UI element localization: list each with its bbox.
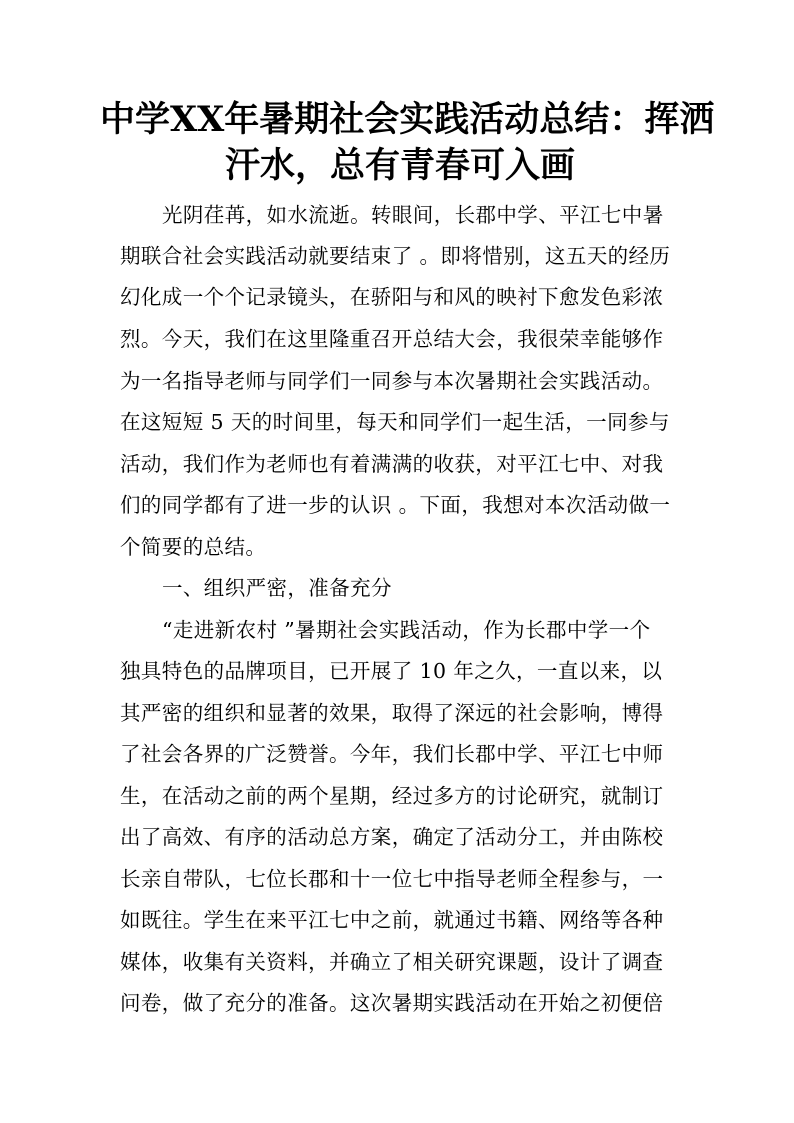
paragraph2-line-6: 出了高效、有序的活动总方案，确定了活动分工，并由陈校 (120, 825, 664, 849)
document-title-line-1: 中学XX年暑期社会实践活动总结：挥洒 (100, 99, 715, 140)
document-title-line-2: 汗水，总有青春可入画 (224, 145, 575, 186)
paragraph2-line-8: 如既往。学生在来平江七中之前，就通过书籍、网络等各种 (120, 908, 664, 932)
paragraph1-line-8: 们的同学都有了进一步的认识 。下面，我想对本次活动做一 (120, 493, 671, 517)
paragraph2-line-9: 媒体，收集有关资料，并确立了相关研究课题，设计了调查 (120, 950, 664, 974)
paragraph2-line-4: 了社会各界的广泛赞誉。今年，我们长郡中学、平江七中师 (120, 742, 664, 766)
paragraph2-line-5: 生，在活动之前的两个星期，经过多方的讨论研究，就制订 (120, 784, 664, 808)
paragraph1-line-6: 在这短短 5 天的时间里，每天和同学们一起生活，一同参与 (120, 410, 670, 434)
paragraph2-line-7: 长亲自带队，七位长郡和十一位七中指导老师全程参与，一 (120, 867, 664, 891)
paragraph1-line-1: 光阴荏苒，如水流逝。转眼间，长郡中学、平江七中暑 (162, 203, 664, 227)
section1-heading: 一、组织严密，准备充分 (162, 576, 392, 600)
paragraph1-line-4: 烈。今天，我们在这里隆重召开总结大会，我很荣幸能够作 (120, 327, 664, 351)
paragraph1-line-7: 活动，我们作为老师也有着满满的收获，对平江七中、对我 (120, 452, 664, 476)
paragraph2-line-1: “走进新农村 ”暑期社会实践活动，作为长郡中学一个 (162, 618, 651, 642)
paragraph2-line-2: 独具特色的品牌项目，已开展了 10 年之久，一直以来，以 (120, 659, 663, 683)
paragraph1-line-9: 个简要的总结。 (120, 535, 267, 559)
paragraph1-line-2: 期联合社会实践活动就要结束了 。即将惜别，这五天的经历 (120, 244, 671, 268)
paragraph2-line-10: 问卷，做了充分的准备。这次暑期实践活动在开始之初便倍 (120, 991, 664, 1015)
paragraph1-line-5: 为一名指导老师与同学们一同参与本次暑期社会实践活动。 (120, 369, 664, 393)
paragraph2-line-3: 其严密的组织和显著的效果，取得了深远的社会影响，博得 (120, 701, 664, 725)
paragraph1-line-3: 幻化成一个个记录镜头，在骄阳与和风的映衬下愈发色彩浓 (120, 285, 664, 309)
